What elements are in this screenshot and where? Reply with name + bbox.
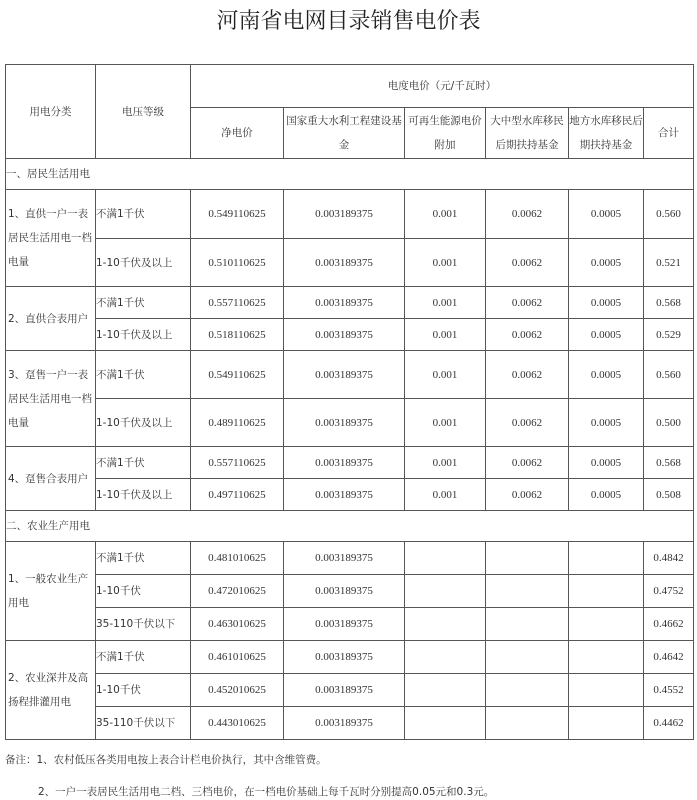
value-cell: 0.4642 [644, 641, 694, 674]
category-cell: 2、农业深井及高扬程排灌用电 [6, 641, 96, 740]
header-category: 用电分类 [6, 65, 96, 159]
value-cell: 0.003189375 [284, 319, 405, 351]
value-cell: 0.568 [644, 287, 694, 319]
value-cell: 0.001 [405, 239, 486, 287]
value-cell: 0.4462 [644, 707, 694, 740]
value-cell: 0.001 [405, 479, 486, 511]
value-cell: 0.560 [644, 190, 694, 239]
value-cell: 0.003189375 [284, 287, 405, 319]
value-cell: 0.518110625 [191, 319, 284, 351]
category-cell: 3、趸售一户一表居民生活用电一档电量 [6, 351, 96, 447]
voltage-cell: 1-10千伏及以上 [96, 479, 191, 511]
value-cell: 0.508 [644, 479, 694, 511]
value-cell: 0.003189375 [284, 641, 405, 674]
table-row [6, 542, 694, 575]
value-cell: 0.001 [405, 447, 486, 479]
value-cell: 0.0005 [569, 190, 644, 239]
value-cell: 0.463010625 [191, 608, 284, 641]
value-cell: 0.0062 [486, 239, 569, 287]
value-cell: 0.549110625 [191, 351, 284, 399]
table-row [6, 351, 694, 399]
value-cell: 0.003189375 [284, 542, 405, 575]
table-row [6, 399, 694, 447]
value-cell: 0.472010625 [191, 575, 284, 608]
value-cell: 0.003189375 [284, 608, 405, 641]
value-cell: 0.003189375 [284, 351, 405, 399]
table-row [6, 575, 694, 608]
table-row [6, 287, 694, 319]
value-cell [569, 707, 644, 740]
table-row [6, 239, 694, 287]
header-voltage: 电压等级 [96, 65, 191, 159]
value-cell: 0.0005 [569, 447, 644, 479]
table-row [6, 641, 694, 674]
value-cell: 0.568 [644, 447, 694, 479]
note-1: 备注：1、农村低压各类用电按上表合计栏电价执行，其中含维管费。 [5, 754, 327, 766]
page-title: 河南省电网目录销售电价表 [216, 9, 481, 34]
value-cell [486, 641, 569, 674]
value-cell: 0.443010625 [191, 707, 284, 740]
value-cell: 0.003189375 [284, 239, 405, 287]
value-cell [405, 674, 486, 707]
voltage-cell: 不满1千伏 [96, 190, 191, 239]
value-cell [405, 707, 486, 740]
voltage-cell: 不满1千伏 [96, 351, 191, 399]
value-cell: 0.500 [644, 399, 694, 447]
value-cell [569, 608, 644, 641]
value-cell: 0.4662 [644, 608, 694, 641]
table-row [6, 707, 694, 740]
value-cell: 0.0005 [569, 479, 644, 511]
category-cell: 1、一般农业生产用电 [6, 542, 96, 641]
value-cell: 0.4842 [644, 542, 694, 575]
value-cell: 0.0062 [486, 479, 569, 511]
value-cell: 0.497110625 [191, 479, 284, 511]
voltage-cell: 35-110千伏以下 [96, 608, 191, 641]
value-cell: 0.557110625 [191, 447, 284, 479]
value-cell: 0.452010625 [191, 674, 284, 707]
value-cell: 0.0005 [569, 239, 644, 287]
value-cell: 0.4552 [644, 674, 694, 707]
value-cell: 0.521 [644, 239, 694, 287]
value-cell: 0.0062 [486, 319, 569, 351]
header-net: 净电价 [191, 108, 284, 159]
value-cell: 0.0062 [486, 287, 569, 319]
value-cell [405, 575, 486, 608]
header-water-fund: 国家重大水利工程建设基金 [284, 108, 405, 159]
voltage-cell: 不满1千伏 [96, 447, 191, 479]
value-cell [569, 575, 644, 608]
table-row [6, 479, 694, 511]
voltage-cell: 不满1千伏 [96, 542, 191, 575]
value-cell: 0.003189375 [284, 575, 405, 608]
value-cell [569, 641, 644, 674]
header-total: 合计 [644, 108, 694, 159]
value-cell: 0.003189375 [284, 479, 405, 511]
value-cell [569, 542, 644, 575]
table-row [6, 319, 694, 351]
value-cell: 0.0005 [569, 399, 644, 447]
value-cell: 0.529 [644, 319, 694, 351]
value-cell: 0.001 [405, 399, 486, 447]
header-local-reservoir: 地方水库移民后期扶持基金 [569, 108, 644, 159]
value-cell: 0.0062 [486, 399, 569, 447]
value-cell: 0.0005 [569, 319, 644, 351]
voltage-cell: 1-10千伏及以上 [96, 399, 191, 447]
value-cell: 0.003189375 [284, 399, 405, 447]
value-cell: 0.489110625 [191, 399, 284, 447]
value-cell: 0.510110625 [191, 239, 284, 287]
value-cell: 0.001 [405, 287, 486, 319]
section-header: 二、农业生产用电 [6, 511, 694, 542]
value-cell: 0.0062 [486, 190, 569, 239]
value-cell [486, 608, 569, 641]
value-cell: 0.003189375 [284, 674, 405, 707]
voltage-cell: 1-10千伏及以上 [96, 239, 191, 287]
value-cell [486, 674, 569, 707]
value-cell: 0.001 [405, 190, 486, 239]
value-cell: 0.003189375 [284, 707, 405, 740]
value-cell [486, 707, 569, 740]
value-cell: 0.560 [644, 351, 694, 399]
value-cell [486, 575, 569, 608]
value-cell: 0.557110625 [191, 287, 284, 319]
value-cell: 0.4752 [644, 575, 694, 608]
header-large-reservoir: 大中型水库移民后期扶持基金 [486, 108, 569, 159]
price-table [5, 64, 694, 740]
value-cell [405, 641, 486, 674]
section-header: 一、居民生活用电 [6, 159, 694, 190]
value-cell: 0.461010625 [191, 641, 284, 674]
value-cell: 0.0062 [486, 447, 569, 479]
voltage-cell: 不满1千伏 [96, 641, 191, 674]
category-cell: 2、直供合表用户 [6, 287, 96, 351]
value-cell [405, 608, 486, 641]
value-cell: 0.003189375 [284, 190, 405, 239]
value-cell: 0.0005 [569, 351, 644, 399]
header-group: 电度电价（元/千瓦时） [191, 65, 694, 108]
value-cell: 0.001 [405, 351, 486, 399]
voltage-cell: 不满1千伏 [96, 287, 191, 319]
voltage-cell: 1-10千伏 [96, 575, 191, 608]
value-cell: 0.003189375 [284, 447, 405, 479]
value-cell: 0.001 [405, 319, 486, 351]
value-cell [486, 542, 569, 575]
value-cell [405, 542, 486, 575]
category-cell: 1、直供一户一表居民生活用电一档电量 [6, 190, 96, 287]
voltage-cell: 35-110千伏以下 [96, 707, 191, 740]
table-row [6, 608, 694, 641]
value-cell: 0.481010625 [191, 542, 284, 575]
value-cell [569, 674, 644, 707]
voltage-cell: 1-10千伏 [96, 674, 191, 707]
table-row [6, 447, 694, 479]
table-row [6, 190, 694, 239]
category-cell: 4、趸售合表用户 [6, 447, 96, 511]
value-cell: 0.0005 [569, 287, 644, 319]
note-2: 2、一户一表居民生活用电二档、三档电价，在一档电价基础上每千瓦时分别提高0.05元和0.3元。 [38, 786, 495, 798]
value-cell: 0.549110625 [191, 190, 284, 239]
table-row [6, 674, 694, 707]
voltage-cell: 1-10千伏及以上 [96, 319, 191, 351]
value-cell: 0.0062 [486, 351, 569, 399]
header-renewable: 可再生能源电价附加 [405, 108, 486, 159]
